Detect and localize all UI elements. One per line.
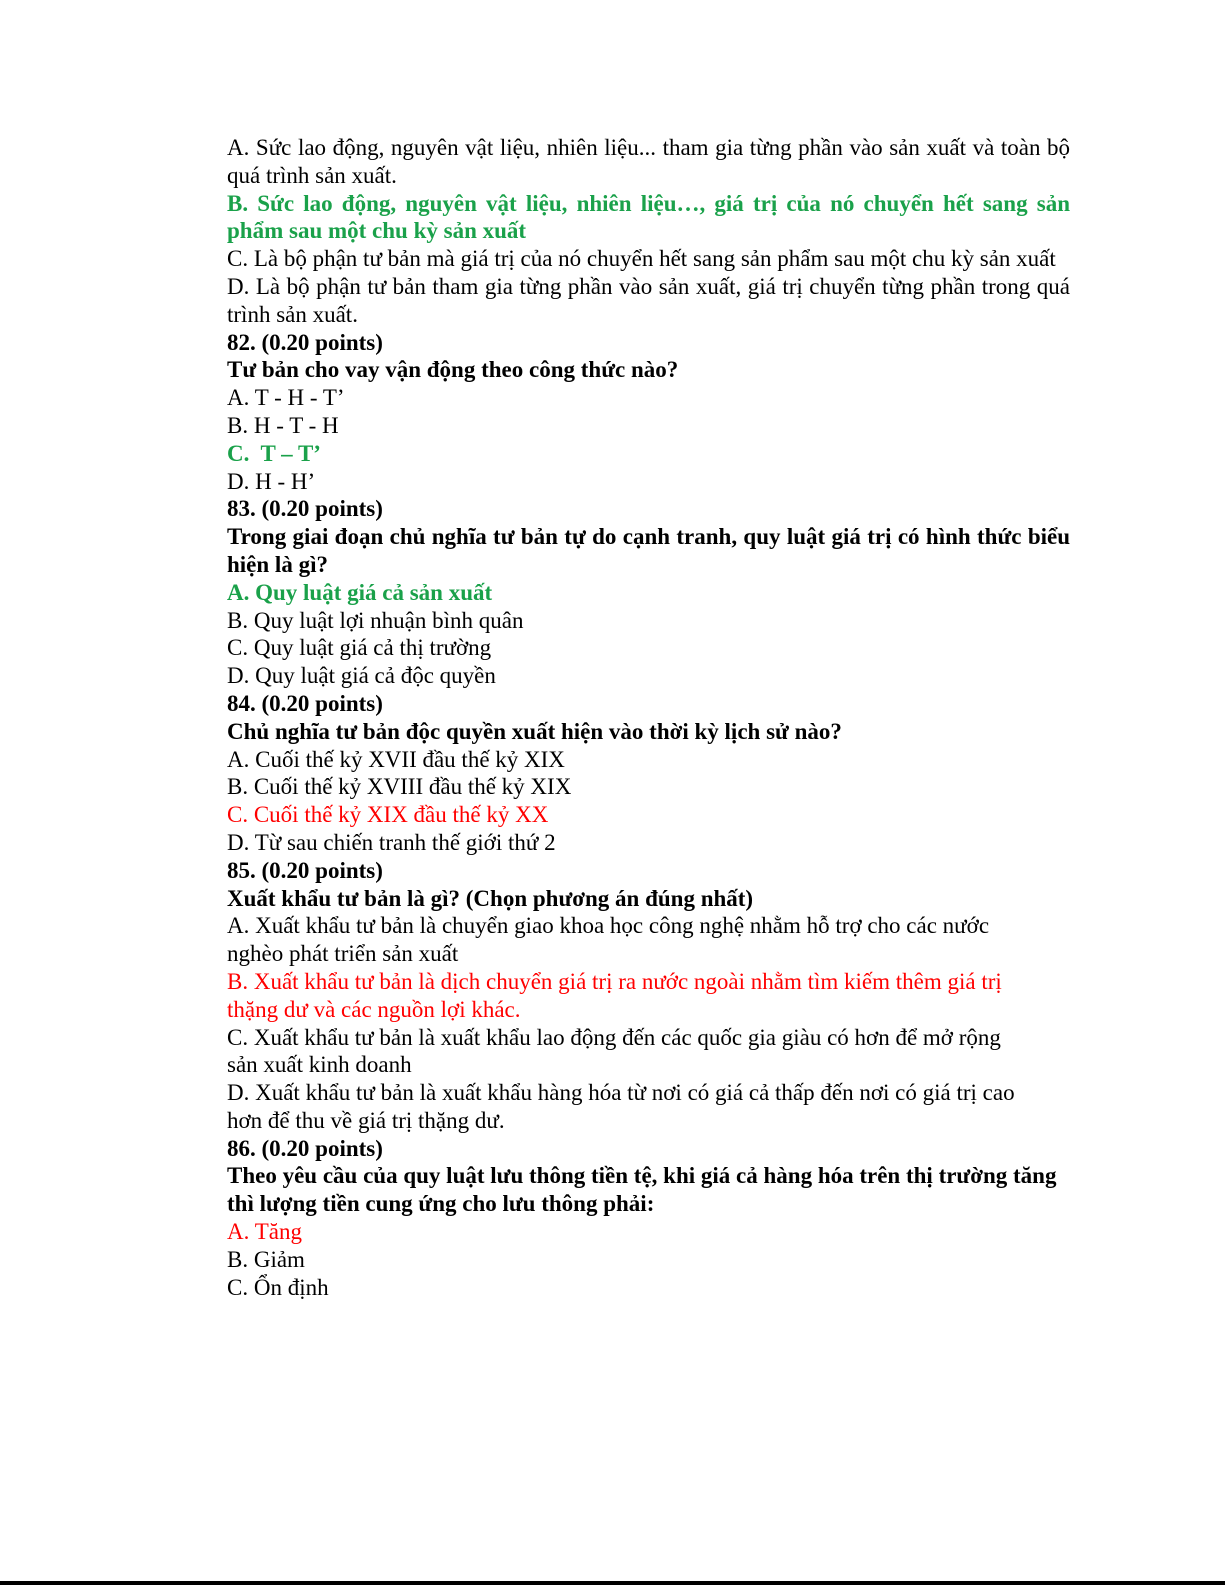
q81-option-b: B. Sức lao động, nguyên vật liệu, nhiên liệu…, giá trị của nó chuyển hết sang sản phẩm sau một chu kỳ sản xuất xyxy=(227,190,1076,244)
q81-option-c: C. Là bộ phận tư bản mà giá trị của nó chuyển hết sang sản phẩm sau một chu kỳ sản xuất xyxy=(227,246,1056,272)
q86-option-b: B. Giảm xyxy=(227,1246,305,1272)
q81-option-d: D. Là bộ phận tư bản tham gia từng phần vào sản xuất, giá trị chuyển từng phần trong quá trình sản xuất. xyxy=(227,273,1076,327)
q85-option-d-line1: D. Xuất khẩu tư bản là xuất khẩu hàng hóa từ nơi có giá cả thấp đến nơi có giá trị cao xyxy=(227,1080,1015,1106)
document-body xyxy=(227,134,1076,1301)
q85-option-d-line2: hơn để thu về giá trị thặng dư. xyxy=(227,1107,505,1133)
q81-option-a: A. Sức lao động, nguyên vật liệu, nhiên liệu... tham gia từng phần vào sản xuất và toàn bộ quá trình sản xuất. xyxy=(227,135,1076,188)
q82-option-c: C. T – T’ xyxy=(227,440,321,466)
q84-question: Chủ nghĩa tư bản độc quyền xuất hiện vào thời kỳ lịch sử nào? xyxy=(227,718,842,744)
q83-option-d: D. Quy luật giá cả độc quyền xyxy=(227,663,496,689)
page-bottom-rule xyxy=(0,1581,1225,1585)
q84-option-b: B. Cuối thế kỷ XVIII đầu thế kỷ XIX xyxy=(227,774,572,800)
q86-option-a: A. Tăng xyxy=(227,1219,302,1245)
q83-question: Trong giai đoạn chủ nghĩa tư bản tự do cạnh tranh, quy luật giá trị có hình thức biểu hiện là gì? xyxy=(227,524,1076,577)
q86-question: Theo yêu cầu của quy luật lưu thông tiền tệ, khi giá cả hàng hóa trên thị trường tăng thì lượng tiền cung ứng cho lưu thông phải: xyxy=(227,1163,1063,1217)
q84-option-c: C. Cuối thế kỷ XIX đầu thế kỷ XX xyxy=(227,802,549,828)
q82-option-a: A. T - H - T’ xyxy=(227,385,345,411)
q83-option-a: A. Quy luật giá cả sản xuất xyxy=(227,579,493,605)
q85-question: Xuất khẩu tư bản là gì? (Chọn phương án đúng nhất) xyxy=(227,885,754,911)
q84-header: 84. (0.20 points) xyxy=(227,690,383,716)
q83-option-b: B. Quy luật lợi nhuận bình quân xyxy=(227,607,524,633)
q85-header: 85. (0.20 points) xyxy=(227,857,383,883)
q84-option-d: D. Từ sau chiến tranh thế giới thứ 2 xyxy=(227,829,556,855)
q82-option-b: B. H - T - H xyxy=(227,412,339,438)
q85-option-c-line1: C. Xuất khẩu tư bản là xuất khẩu lao động đến các quốc gia giàu có hơn để mở rộng xyxy=(227,1024,1001,1050)
q82-option-d: D. H - H’ xyxy=(227,468,316,494)
q85-option-c-line2: sản xuất kinh doanh xyxy=(227,1052,412,1078)
q82-header: 82. (0.20 points) xyxy=(227,329,383,355)
q85-option-b-line2: thặng dư và các nguồn lợi khác. xyxy=(227,996,521,1022)
q85-option-a-line2: nghèo phát triển sản xuất xyxy=(227,941,459,967)
q85-option-a-line1: A. Xuất khẩu tư bản là chuyển giao khoa học công nghệ nhằm hỗ trợ cho các nước xyxy=(227,913,990,939)
q82-question: Tư bản cho vay vận động theo công thức nào? xyxy=(227,357,679,383)
q83-option-c: C. Quy luật giá cả thị trường xyxy=(227,635,492,661)
q84-option-a: A. Cuối thế kỷ XVII đầu thế kỷ XIX xyxy=(227,746,565,772)
q86-option-c: C. Ổn định xyxy=(227,1274,329,1300)
q86-header: 86. (0.20 points) xyxy=(227,1135,383,1161)
q83-header: 83. (0.20 points) xyxy=(227,496,383,522)
q85-option-b-line1: B. Xuất khẩu tư bản là dịch chuyển giá trị ra nước ngoài nhằm tìm kiếm thêm giá trị xyxy=(227,968,1002,994)
